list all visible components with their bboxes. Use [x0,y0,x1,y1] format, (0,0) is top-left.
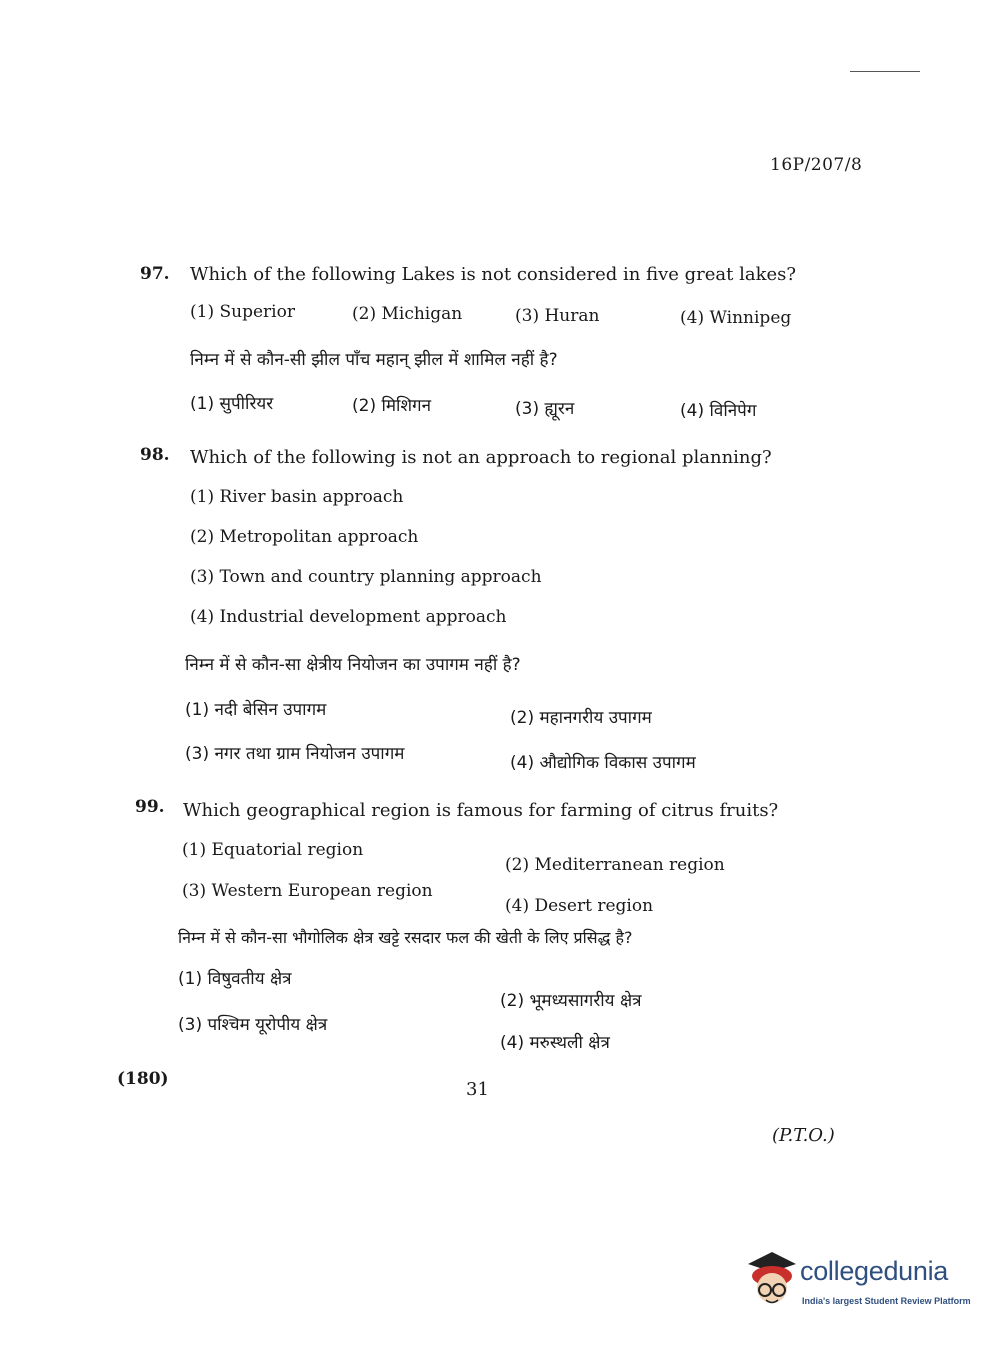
option: (1) River basin approach [190,487,404,507]
booklet-count: (180) [117,1069,169,1089]
option: (2) Michigan [352,304,463,324]
option-hindi: (3) ह्यूरन [515,399,575,419]
option: (3) Huran [515,306,600,326]
option: (4) Desert region [505,896,654,916]
option: (1) Equatorial region [182,840,364,860]
option-hindi: (1) विषुवतीय क्षेत्र [178,969,292,989]
collegedunia-logo [742,1250,972,1310]
pto-label: (P.T.O.) [772,1125,835,1146]
question-number: 97. [140,264,170,284]
option: (2) Mediterranean region [505,855,725,875]
top-rule [850,71,920,72]
option-hindi: (3) पश्चिम यूरोपीय क्षेत्र [178,1015,328,1035]
option-hindi: (4) मरुस्थली क्षेत्र [500,1033,610,1053]
option: (4) Winnipeg [680,308,792,328]
question-text-hindi: निम्न में से कौन-सा क्षेत्रीय नियोजन का उपागम नहीं है? [185,655,521,675]
question-text: Which geographical region is famous for farming of citrus fruits? [183,800,779,821]
question-text-hindi: निम्न में से कौन-सी झील पाँच महान् झील में शामिल नहीं है? [190,350,558,370]
option-hindi: (3) नगर तथा ग्राम नियोजन उपागम [185,744,405,764]
option: (4) Industrial development approach [190,607,507,627]
option: (3) Western European region [182,881,433,901]
option: (1) Superior [190,302,295,322]
mascot-icon [742,1250,800,1310]
option-hindi: (2) मिशिगन [352,396,432,416]
brand-tagline: India's largest Student Review Platform [802,1296,971,1306]
option: (2) Metropolitan approach [190,527,419,547]
option-hindi: (1) नदी बेसिन उपागम [185,700,327,720]
page-number: 31 [466,1079,489,1100]
paper-code: 16P/207/8 [770,155,863,175]
option-hindi: (4) औद्योगिक विकास उपागम [510,753,696,773]
option-hindi: (4) विनिपेग [680,401,757,421]
option-hindi: (1) सुपीरियर [190,394,274,414]
question-text: Which of the following Lakes is not considered in five great lakes? [190,264,797,285]
option-hindi: (2) भूमध्यसागरीय क्षेत्र [500,991,642,1011]
option: (3) Town and country planning approach [190,567,542,587]
question-number: 99. [135,797,165,817]
question-text: Which of the following is not an approach to regional planning? [190,447,772,468]
brand-name: collegedunia [800,1256,949,1286]
question-number: 98. [140,445,170,465]
question-text-hindi: निम्न में से कौन-सा भौगोलिक क्षेत्र खट्टे रसदार फल की खेती के लिए प्रसिद्ध है? [178,928,633,947]
option-hindi: (2) महानगरीय उपागम [510,708,652,728]
